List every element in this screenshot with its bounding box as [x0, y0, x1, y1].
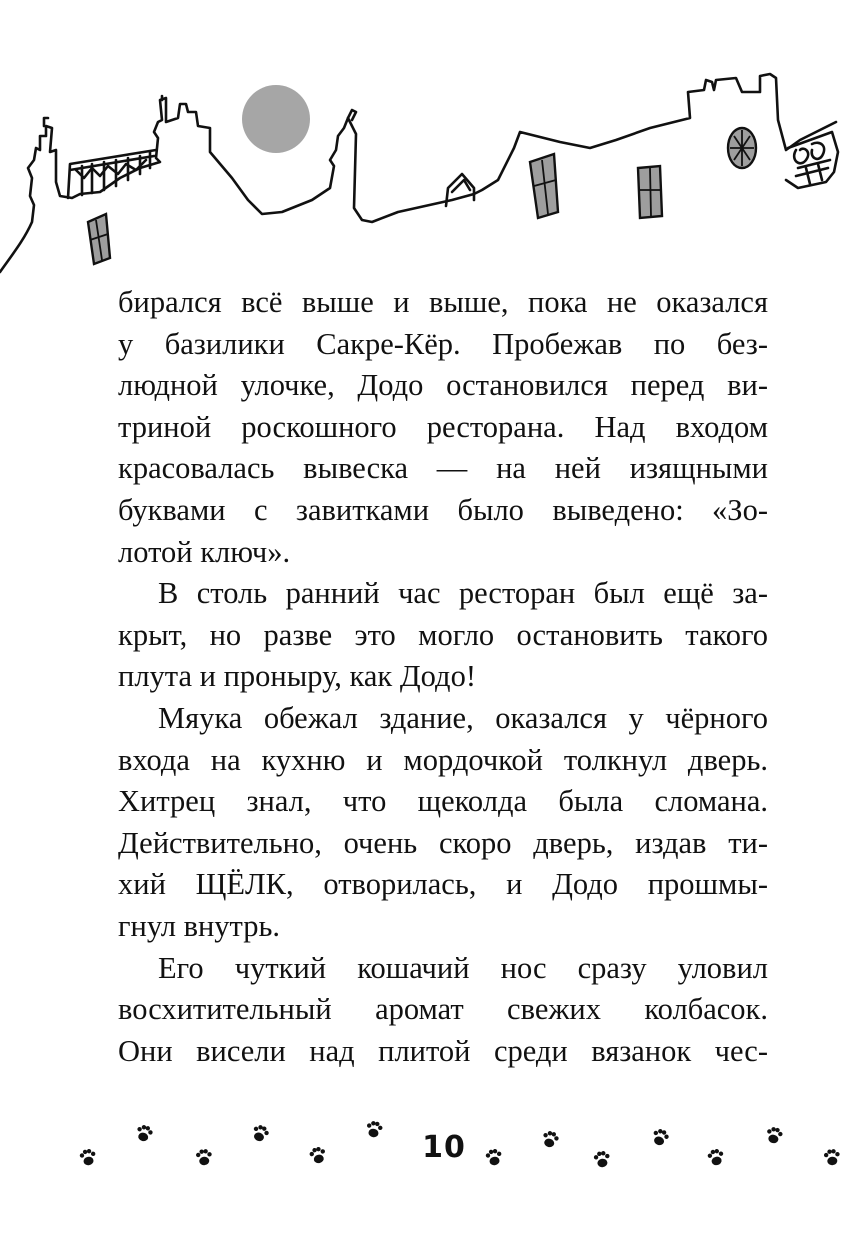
text-line: крыт, но разве это могло остановить такого	[118, 617, 768, 652]
text-line: входа на кухню и мордочкой толкнул дверь.	[118, 742, 768, 777]
paw-print-icon	[196, 1149, 213, 1166]
body-text	[118, 282, 768, 1072]
page-number: 10	[422, 1130, 466, 1165]
text-line: Его чуткий кошачий нос сразу уловил	[158, 950, 768, 985]
text-line: буквами с завитками было выведено: «Зо-	[118, 492, 768, 527]
text-line: людной улочке, Додо остановился перед ви-	[118, 368, 768, 403]
text-line: хий ЩЁЛК, отворилась, и Додо прошмы-	[118, 867, 768, 902]
text-line: В столь ранний час ресторан был ещё за-	[158, 576, 768, 611]
paw-print-icon	[650, 1127, 670, 1147]
text-line: Действительно, очень скоро дверь, издав ти-	[118, 825, 768, 860]
paw-print-icon	[765, 1126, 784, 1145]
text-line: красовалась вывеска — на ней изящными	[118, 451, 768, 486]
text-line: Они висели над плитой среди вязанок чес-	[118, 1033, 768, 1068]
paw-print-icon	[541, 1130, 560, 1149]
paw-print-icon	[485, 1148, 503, 1166]
rooftop-skyline-illustration	[0, 0, 844, 290]
paw-print-icon	[135, 1124, 154, 1143]
text-line: лотой ключ».	[118, 534, 291, 569]
text-line: плута и проныру, как Додо!	[118, 659, 476, 694]
paw-print-icon	[308, 1146, 327, 1165]
text-line: у базилики Сакре-Кёр. Пробежав по без-	[118, 326, 768, 361]
paw-print-icon	[79, 1148, 97, 1166]
moon-shape	[242, 85, 310, 153]
paw-print-icon	[593, 1150, 611, 1168]
text-line: восхитительный аромат свежих колбасок.	[118, 992, 768, 1027]
text-line: триной роскошного ресторана. Над входом	[118, 409, 768, 444]
text-line: бирался всё выше и выше, пока не оказался	[118, 285, 768, 319]
text-line: Мяука обежал здание, оказался у чёрного	[158, 700, 768, 735]
paw-print-icon	[823, 1149, 840, 1166]
paw-print-icon	[250, 1123, 270, 1143]
paw-print-icon	[707, 1148, 726, 1167]
text-line: Хитрец знал, что щеколда была сломана.	[118, 784, 768, 819]
text-line: гнул внутрь.	[118, 908, 281, 943]
paw-print-icon	[365, 1120, 383, 1138]
